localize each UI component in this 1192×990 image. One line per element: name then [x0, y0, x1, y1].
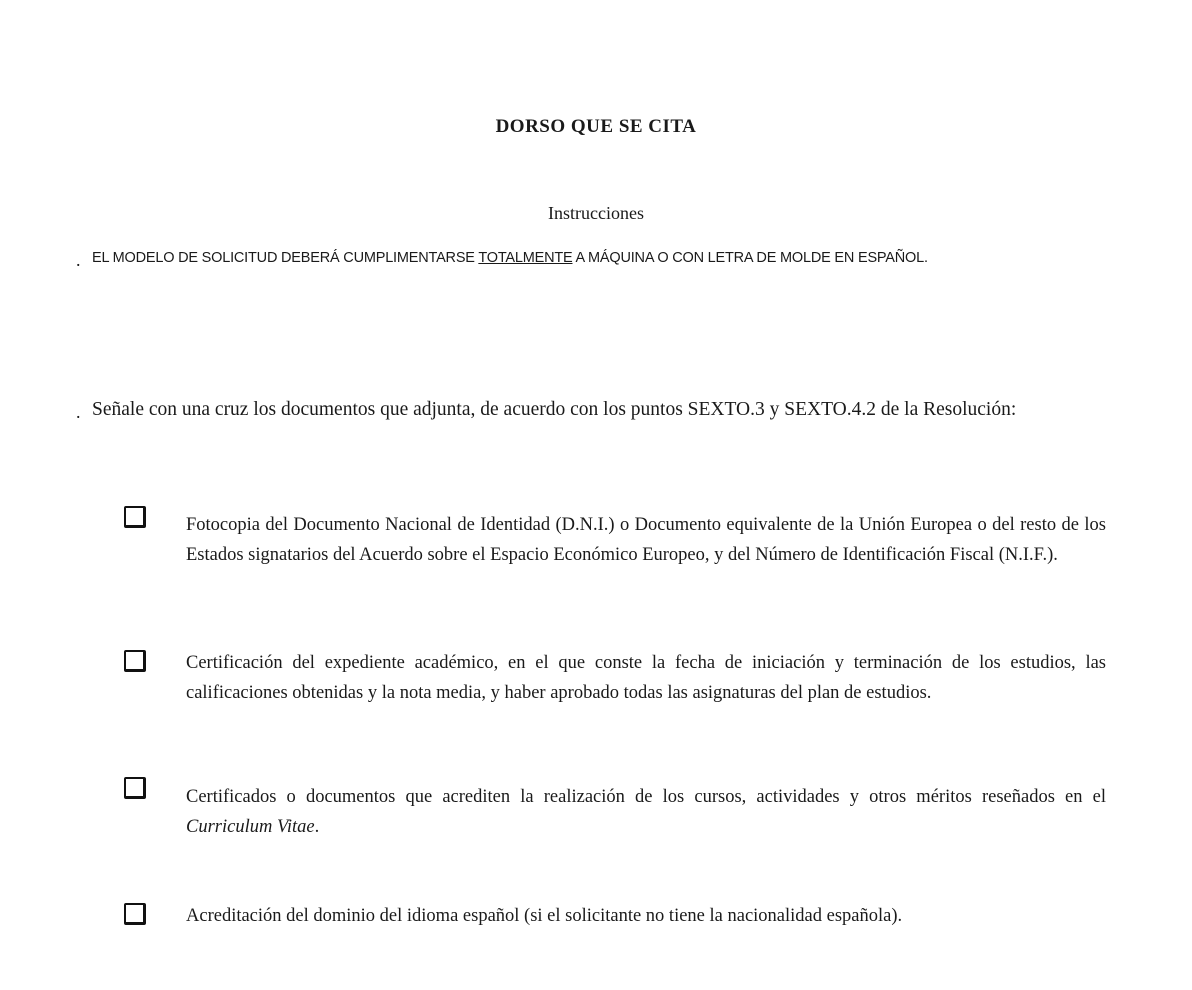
document-item-text: Certificados o documentos que acrediten la realización de los cursos, actividades y otros méritos reseñados en el: [186, 787, 1106, 807]
document-item-expediente: Certificación del expediente académico, en el que conste la fecha de iniciación y terminación de los estudios, las calificaciones obtenidas y la nota media, y haber aprobado todas las asignaturas del plan de estudios.: [186, 653, 1106, 703]
checkbox-expediente[interactable]: [124, 650, 146, 672]
document-item-idioma: Acreditación del dominio del idioma español (si el solicitante no tiene la nacionalidad española).: [186, 906, 903, 926]
instruction-2: Señale con una cruz los documentos que adjunta, de acuerdo con los puntos SEXTO.3 y SEXTO.4.2 de la Resolución:: [92, 399, 1017, 420]
page-subtitle: Instrucciones: [548, 203, 644, 223]
bullet-mark: .: [76, 250, 81, 270]
document-item-text-end: .: [314, 817, 320, 837]
instruction-1-emphasis: TOTALMENTE: [478, 250, 573, 266]
page-title: DORSO QUE SE CITA: [495, 116, 697, 137]
document-item-certificados: [186, 782, 1106, 842]
checkbox-certificados[interactable]: [124, 777, 146, 799]
checkbox-idioma[interactable]: [124, 903, 146, 925]
instruction-1: [92, 244, 1112, 272]
instruction-1-text-end: A MÁQUINA O CON LETRA DE MOLDE EN ESPAÑOL.: [572, 250, 928, 266]
instruction-1-text: EL MODELO DE SOLICITUD DEBERÁ CUMPLIMENTARSE: [92, 250, 479, 266]
checkbox-dni[interactable]: [124, 506, 146, 528]
bullet-mark: .: [76, 402, 81, 422]
document-item-italic: Curriculum Vitae: [186, 817, 315, 837]
document-item-dni: Fotocopia del Documento Nacional de Identidad (D.N.I.) o Documento equivalente de la Unión Europea o del resto de los Estados signatarios del Acuerdo sobre el Espacio Económico Europeo, y del Número de Identificación Fiscal (N.I.F.).: [186, 515, 1106, 565]
